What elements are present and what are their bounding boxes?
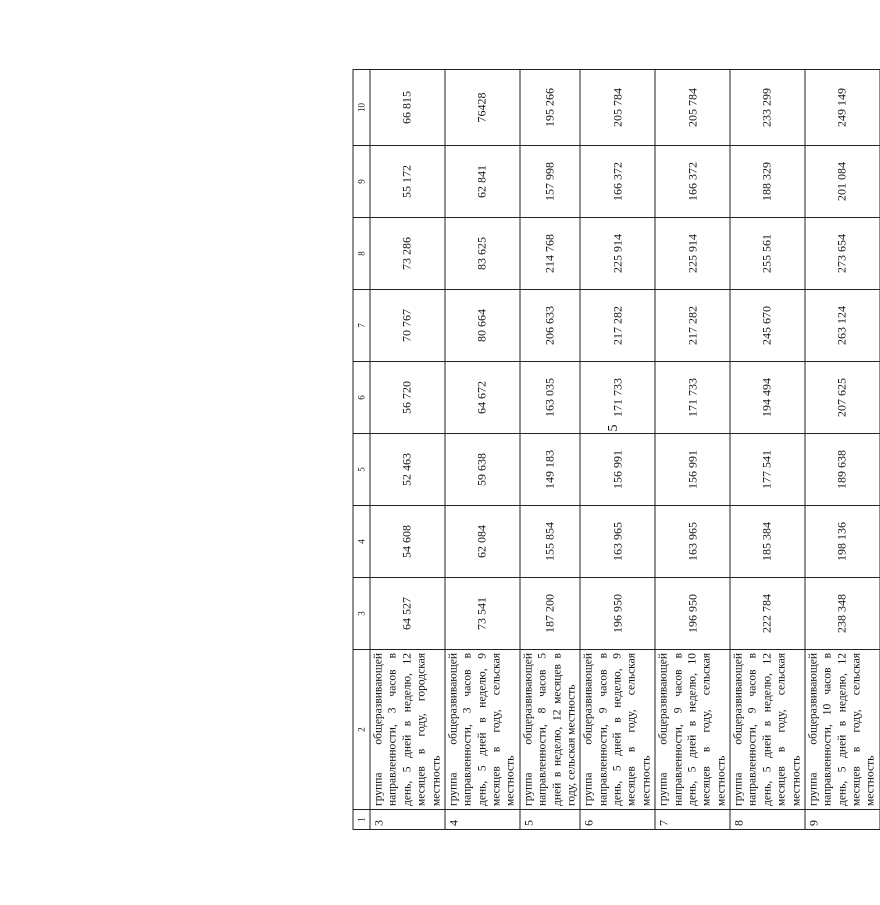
row-index-cell: 7 <box>655 810 730 830</box>
value-cell: 188 329 <box>730 146 805 218</box>
table-row <box>805 70 880 830</box>
value-cell: 177 541 <box>730 434 805 506</box>
column-header-3: 3 <box>353 578 370 650</box>
value-cell: 80 664 <box>445 290 520 362</box>
table-body <box>370 70 880 830</box>
value-cell: 205 784 <box>580 70 655 146</box>
column-header-5: 5 <box>353 434 370 506</box>
row-index-cell: 3 <box>370 810 445 830</box>
value-cell: 156 991 <box>580 434 655 506</box>
value-cell: 171 733 <box>580 362 655 434</box>
column-header-2: 2 <box>353 650 370 810</box>
value-cell: 59 638 <box>445 434 520 506</box>
value-cell: 195 266 <box>520 70 581 146</box>
row-index-cell: 8 <box>730 810 805 830</box>
value-cell: 217 282 <box>580 290 655 362</box>
row-index-cell: 4 <box>445 810 520 830</box>
table-row <box>370 70 445 830</box>
value-cell: 156 991 <box>655 434 730 506</box>
row-description-cell: группа общеразвивающей направленности, 9 часов в день, 5 дней в неделю, 9 месяцев в году, сельская местность <box>580 650 655 810</box>
value-cell: 196 950 <box>580 578 655 650</box>
row-description-cell: группа общеразвивающей направленности, 3 часов в день, 5 дней в неделю, 12 месяцев в году, городская местность <box>370 650 445 810</box>
value-cell: 255 561 <box>730 218 805 290</box>
value-cell: 245 670 <box>730 290 805 362</box>
value-cell: 185 384 <box>730 506 805 578</box>
value-cell: 155 854 <box>520 506 581 578</box>
value-cell: 171 733 <box>655 362 730 434</box>
value-cell: 222 784 <box>730 578 805 650</box>
value-cell: 163 965 <box>655 506 730 578</box>
value-cell: 249 149 <box>805 70 880 146</box>
value-cell: 238 348 <box>805 578 880 650</box>
value-cell: 273 654 <box>805 218 880 290</box>
value-cell: 62 084 <box>445 506 520 578</box>
value-cell: 149 183 <box>520 434 581 506</box>
value-cell: 206 633 <box>520 290 581 362</box>
value-cell: 163 035 <box>520 362 581 434</box>
table-row <box>655 70 730 830</box>
row-description-cell: группа общеразвивающей направленности, 3 часов в день, 5 дней в неделю, 9 месяцев в году, сельская местность <box>445 650 520 810</box>
value-cell: 56 720 <box>370 362 445 434</box>
column-header-1: 1 <box>353 810 370 830</box>
value-cell: 62 841 <box>445 146 520 218</box>
page-number: 5 <box>606 424 621 432</box>
value-cell: 196 950 <box>655 578 730 650</box>
row-index-cell: 6 <box>580 810 655 830</box>
value-cell: 157 998 <box>520 146 581 218</box>
value-cell: 166 372 <box>655 146 730 218</box>
table-row <box>445 70 520 830</box>
row-index-cell: 5 <box>520 810 581 830</box>
column-header-4: 4 <box>353 506 370 578</box>
value-cell: 225 914 <box>655 218 730 290</box>
value-cell: 64 527 <box>370 578 445 650</box>
value-cell: 70 767 <box>370 290 445 362</box>
value-cell: 55 172 <box>370 146 445 218</box>
table-row <box>730 70 805 830</box>
table-header-row <box>353 70 370 830</box>
value-cell: 189 638 <box>805 434 880 506</box>
value-cell: 54 608 <box>370 506 445 578</box>
column-header-6: 6 <box>353 362 370 434</box>
value-cell: 163 965 <box>580 506 655 578</box>
value-cell: 52 463 <box>370 434 445 506</box>
value-cell: 187 200 <box>520 578 581 650</box>
value-cell: 73 286 <box>370 218 445 290</box>
row-index-cell: 9 <box>805 810 880 830</box>
value-cell: 217 282 <box>655 290 730 362</box>
column-header-9: 9 <box>353 146 370 218</box>
data-table <box>353 69 880 830</box>
row-description-cell: группа общеразвивающей направленности, 10 часов в день, 5 дней в неделю, 12 месяцев в году, сельская местность <box>805 650 880 810</box>
value-cell: 201 084 <box>805 146 880 218</box>
row-description-cell: группа общеразвивающей направленности, 9 часов в день, 5 дней в неделю, 10 месяцев в году, сельская местность <box>655 650 730 810</box>
value-cell: 166 372 <box>580 146 655 218</box>
value-cell: 198 136 <box>805 506 880 578</box>
table-row <box>580 70 655 830</box>
value-cell: 64 672 <box>445 362 520 434</box>
value-cell: 66 815 <box>370 70 445 146</box>
value-cell: 214 768 <box>520 218 581 290</box>
column-header-10: 10 <box>353 70 370 146</box>
value-cell: 73 541 <box>445 578 520 650</box>
column-header-8: 8 <box>353 218 370 290</box>
value-cell: 233 299 <box>730 70 805 146</box>
value-cell: 194 494 <box>730 362 805 434</box>
row-description-cell: группа общеразвивающей направленности, 8 часов 5 дней в неделю, 12 месяцев в году, сельская местность <box>520 650 581 810</box>
table-row <box>520 70 581 830</box>
row-description-cell: группа общеразвивающей направленности, 9 часов в день, 5 дней в неделю, 12 месяцев в году, сельская местность <box>730 650 805 810</box>
value-cell: 225 914 <box>580 218 655 290</box>
value-cell: 207 625 <box>805 362 880 434</box>
value-cell: 205 784 <box>655 70 730 146</box>
data-table-container <box>353 70 877 830</box>
value-cell: 76428 <box>445 70 520 146</box>
value-cell: 83 625 <box>445 218 520 290</box>
value-cell: 263 124 <box>805 290 880 362</box>
column-header-7: 7 <box>353 290 370 362</box>
